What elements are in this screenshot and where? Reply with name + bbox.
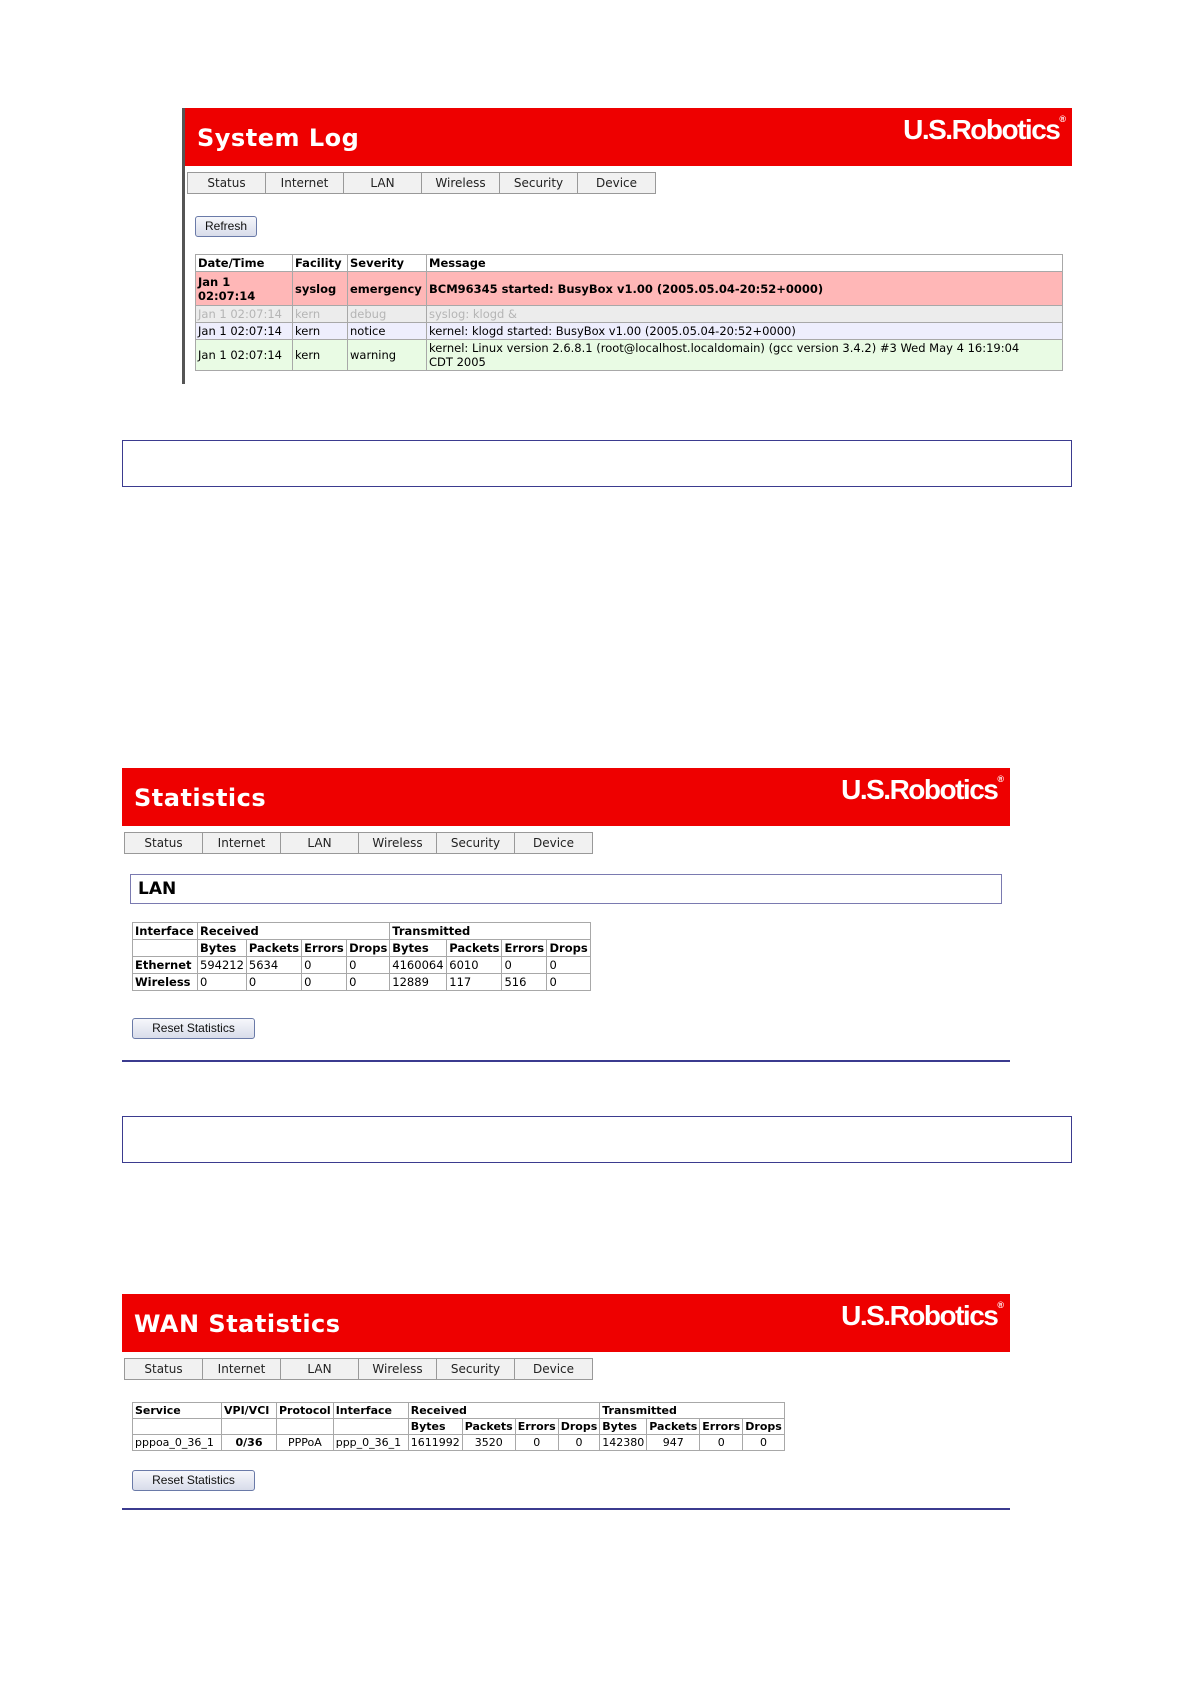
tab-status[interactable]: Status (124, 832, 202, 854)
tx-bytes-cell: 4160064 (390, 957, 447, 974)
table-subheader-row (133, 940, 591, 957)
subheader-empty (133, 1419, 222, 1435)
table-row (196, 323, 1063, 340)
tab-wireless[interactable]: Wireless (421, 172, 499, 194)
tx-packets-cell: 117 (447, 974, 502, 991)
page-title: Statistics (134, 784, 267, 812)
tx-drops-cell: 0 (547, 974, 590, 991)
rx-bytes-cell: 594212 (198, 957, 247, 974)
page-title: System Log (197, 124, 360, 152)
tab-device[interactable]: Device (514, 832, 593, 854)
col-vpi-vci: VPI/VCI (222, 1403, 277, 1419)
col-severity: Severity (348, 255, 427, 272)
statistics-header (122, 768, 1010, 826)
table-subheader-row (133, 1419, 785, 1435)
tx-packets-cell: 947 (647, 1435, 700, 1451)
time-text: 02:07:14 (198, 288, 256, 303)
facility-cell: syslog (293, 272, 348, 306)
tx-bytes-cell: 12889 (390, 974, 447, 991)
col-service: Service (133, 1403, 222, 1419)
col-received: Received (198, 923, 390, 940)
tab-internet[interactable]: Internet (202, 1358, 280, 1380)
refresh-button[interactable]: Refresh (195, 216, 257, 237)
col-received: Received (408, 1403, 600, 1419)
lan-stats-table (132, 922, 591, 991)
rx-drops-cell: 0 (347, 974, 390, 991)
page-title: WAN Statistics (134, 1310, 341, 1338)
col-interface: Interface (333, 1403, 408, 1419)
col-tx-drops: Drops (547, 940, 590, 957)
lan-statistics-panel (122, 768, 1010, 1062)
tab-device[interactable]: Device (577, 172, 656, 194)
subheader-empty (133, 940, 198, 957)
wan-statistics-header (122, 1294, 1010, 1352)
table-row (196, 272, 1063, 306)
table-header-row (196, 255, 1063, 272)
col-rx-packets: Packets (462, 1419, 515, 1435)
table-header-row (133, 923, 591, 940)
tx-drops-cell: 0 (547, 957, 590, 974)
col-tx-errors: Errors (700, 1419, 743, 1435)
message-line: CDT 2005 (429, 355, 486, 369)
tab-lan[interactable]: LAN (280, 1358, 358, 1380)
tab-status[interactable]: Status (187, 172, 265, 194)
datetime-cell: Jan 1 02:07:14 (196, 323, 293, 340)
subheader-empty (277, 1419, 334, 1435)
col-rx-drops: Drops (558, 1419, 600, 1435)
rx-errors-cell: 0 (515, 1435, 558, 1451)
rx-errors-cell: 0 (302, 974, 347, 991)
tab-internet[interactable]: Internet (202, 832, 280, 854)
col-tx-packets: Packets (647, 1419, 700, 1435)
service-cell: pppoa_0_36_1 (133, 1435, 222, 1451)
tab-wireless[interactable]: Wireless (358, 1358, 436, 1380)
tab-lan[interactable]: LAN (343, 172, 421, 194)
rx-packets-cell: 0 (246, 974, 301, 991)
message-cell: kernel: klogd started: BusyBox v1.00 (2005.05.04-20:52+0000) (427, 323, 1063, 340)
nav-tabs (124, 832, 593, 854)
nav-tabs (124, 1358, 593, 1380)
col-interface: Interface (133, 923, 198, 940)
tab-internet[interactable]: Internet (265, 172, 343, 194)
rx-packets-cell: 5634 (246, 957, 301, 974)
tab-device[interactable]: Device (514, 1358, 593, 1380)
interface-cell: Ethernet (133, 957, 198, 974)
message-cell (427, 340, 1063, 371)
message-cell: BCM96345 started: BusyBox v1.00 (2005.05.04-20:52+0000) (427, 272, 1063, 306)
subheader-empty (222, 1419, 277, 1435)
datetime-cell: Jan 1 02:07:14 (196, 340, 293, 371)
tx-errors-cell: 0 (502, 957, 547, 974)
lan-section-box (130, 874, 1002, 904)
interface-cell: ppp_0_36_1 (333, 1435, 408, 1451)
table-header-row (133, 1403, 785, 1419)
tab-wireless[interactable]: Wireless (358, 832, 436, 854)
tab-status[interactable]: Status (124, 1358, 202, 1380)
col-rx-errors: Errors (515, 1419, 558, 1435)
datetime-cell: Jan 1 02:07:14 (196, 306, 293, 323)
reset-statistics-button[interactable]: Reset Statistics (132, 1470, 255, 1491)
usrobotics-logo: U.S.Robotics® (903, 114, 1066, 145)
system-log-panel (182, 108, 1072, 384)
tx-bytes-cell: 142380 (600, 1435, 647, 1451)
wan-statistics-panel (122, 1294, 1010, 1510)
table-row (133, 957, 591, 974)
col-tx-errors: Errors (502, 940, 547, 957)
col-message: Message (427, 255, 1063, 272)
col-rx-drops: Drops (347, 940, 390, 957)
wan-stats-table (132, 1402, 785, 1451)
protocol-cell: PPPoA (277, 1435, 334, 1451)
table-row (133, 1435, 785, 1451)
rx-errors-cell: 0 (302, 957, 347, 974)
rx-bytes-cell: 1611992 (408, 1435, 462, 1451)
col-transmitted: Transmitted (390, 923, 590, 940)
tx-errors-cell: 516 (502, 974, 547, 991)
date-text: Jan 1 (198, 274, 231, 289)
caption-box (122, 440, 1072, 487)
vpi-vci-cell: 0/36 (222, 1435, 277, 1451)
interface-cell: Wireless (133, 974, 198, 991)
caption-box (122, 1116, 1072, 1163)
usrobotics-logo: U.S.Robotics® (841, 774, 1004, 805)
col-tx-packets: Packets (447, 940, 502, 957)
facility-cell: kern (293, 323, 348, 340)
usrobotics-logo: U.S.Robotics® (841, 1300, 1004, 1331)
col-transmitted: Transmitted (600, 1403, 785, 1419)
col-rx-bytes: Bytes (198, 940, 247, 957)
tab-lan[interactable]: LAN (280, 832, 358, 854)
severity-cell: debug (348, 306, 427, 323)
tx-errors-cell: 0 (700, 1435, 743, 1451)
col-rx-bytes: Bytes (408, 1419, 462, 1435)
rx-bytes-cell: 0 (198, 974, 247, 991)
tx-drops-cell: 0 (743, 1435, 785, 1451)
severity-cell: notice (348, 323, 427, 340)
col-datetime: Date/Time (196, 255, 293, 272)
col-tx-drops: Drops (743, 1419, 785, 1435)
tab-security[interactable]: Security (436, 832, 514, 854)
col-tx-bytes: Bytes (390, 940, 447, 957)
rx-drops-cell: 0 (558, 1435, 600, 1451)
facility-cell: kern (293, 306, 348, 323)
table-row (196, 340, 1063, 371)
subheader-empty (333, 1419, 408, 1435)
col-facility: Facility (293, 255, 348, 272)
system-log-header (185, 108, 1072, 166)
col-protocol: Protocol (277, 1403, 334, 1419)
table-row (133, 974, 591, 991)
section-title: LAN (138, 879, 177, 899)
reset-statistics-button[interactable]: Reset Statistics (132, 1018, 255, 1039)
datetime-cell (196, 272, 293, 306)
col-tx-bytes: Bytes (600, 1419, 647, 1435)
rx-packets-cell: 3520 (462, 1435, 515, 1451)
col-rx-packets: Packets (246, 940, 301, 957)
tab-security[interactable]: Security (499, 172, 577, 194)
table-row (196, 306, 1063, 323)
severity-cell: warning (348, 340, 427, 371)
nav-tabs (187, 172, 656, 194)
col-rx-errors: Errors (302, 940, 347, 957)
tab-security[interactable]: Security (436, 1358, 514, 1380)
syslog-table (195, 254, 1063, 371)
tx-packets-cell: 6010 (447, 957, 502, 974)
facility-cell: kern (293, 340, 348, 371)
message-cell: syslog: klogd & (427, 306, 1063, 323)
message-line: kernel: Linux version 2.6.8.1 (root@localhost.localdomain) (gcc version 3.4.2) #3 Wed May 4 16:19:04 (429, 341, 1020, 355)
severity-cell: emergency (348, 272, 427, 306)
rx-drops-cell: 0 (347, 957, 390, 974)
